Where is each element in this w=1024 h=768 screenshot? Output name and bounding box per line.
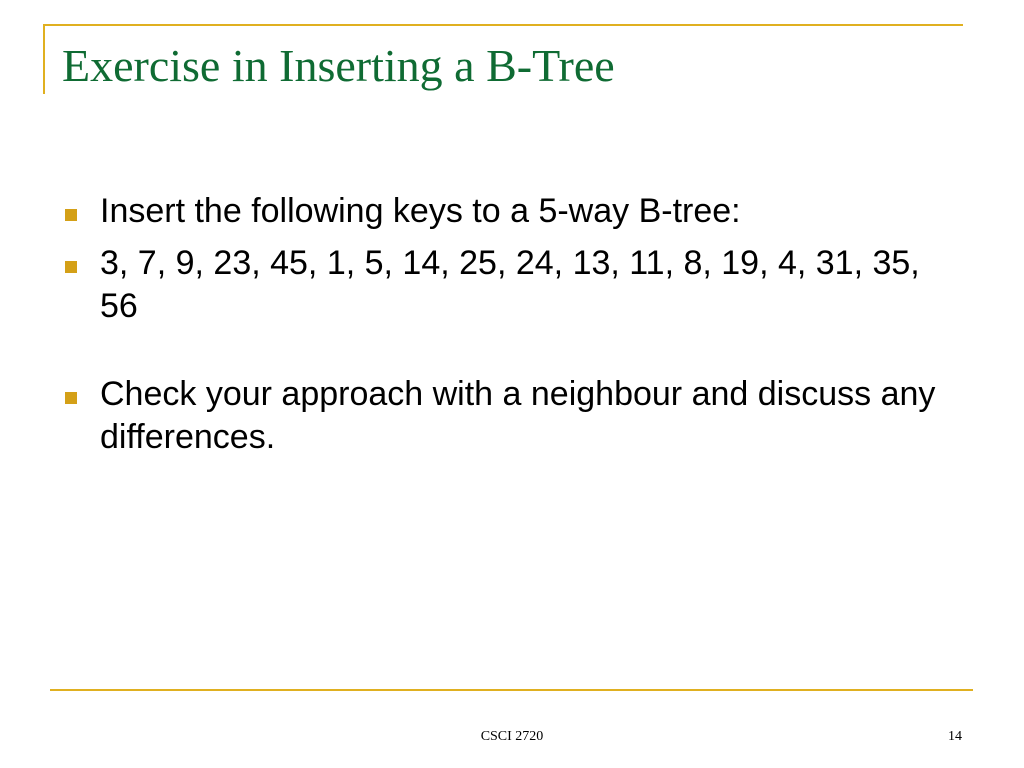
bullet-item-check-approach (62, 373, 962, 459)
bullet-item-insert-instruction (62, 190, 962, 233)
bullet-text: Insert the following keys to a 5-way B-tree: (100, 192, 741, 230)
bullet-text: 3, 7, 9, 23, 45, 1, 5, 14, 25, 24, 13, 11, 8, 19, 4, 31, 35, 56 (100, 244, 920, 325)
bottom-rule-line (50, 689, 973, 691)
square-bullet-icon (65, 261, 77, 273)
slide-title: Exercise in Inserting a B-Tree (62, 40, 615, 91)
left-rule-line (43, 24, 45, 94)
bullet-item-key-list (62, 242, 962, 328)
top-rule-line (43, 24, 963, 26)
bullet-list (62, 190, 962, 468)
square-bullet-icon (65, 392, 77, 404)
footer-page-number: 14 (948, 729, 962, 744)
square-bullet-icon (65, 209, 77, 221)
footer-course-label: CSCI 2720 (480, 729, 544, 744)
bullet-text: Check your approach with a neighbour and discuss any differences. (100, 375, 936, 456)
